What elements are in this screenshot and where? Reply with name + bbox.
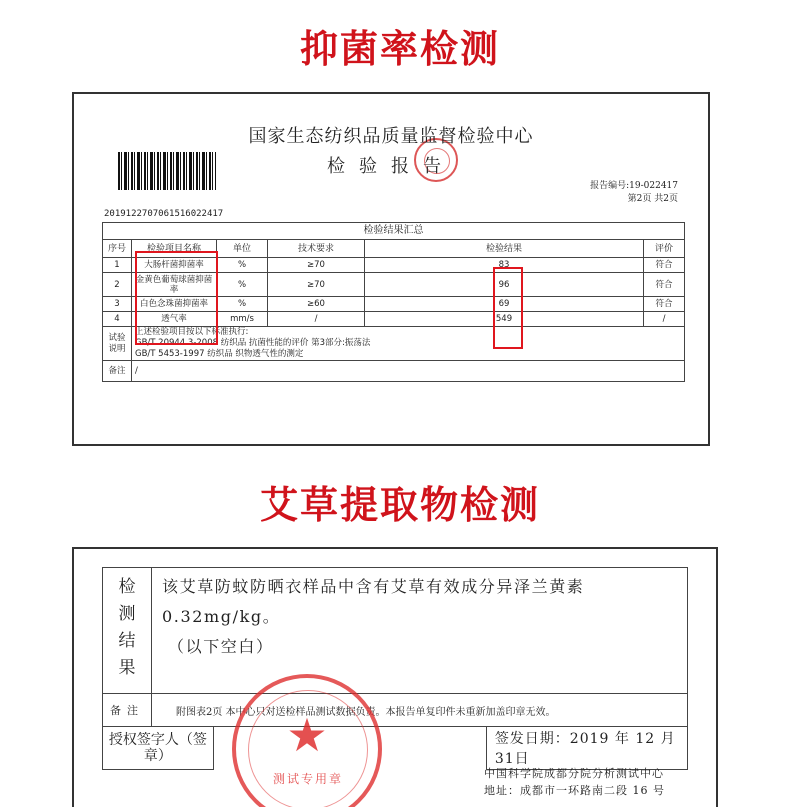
note-row: [103, 694, 688, 727]
cell-item: 大肠杆菌抑菌率: [132, 258, 217, 273]
cell-no: 1: [103, 258, 132, 273]
lab-name: 中国科学院成都分院分析测试中心: [484, 767, 664, 780]
signature-row: [103, 727, 688, 770]
exec-label: 试验说明: [103, 327, 132, 361]
signer-label: 授权签字人（签章）: [103, 727, 214, 770]
cell-evaluation: /: [644, 312, 685, 327]
result-label-char: 测: [118, 604, 136, 624]
section-title-antibacterial: 抑菌率检测: [299, 27, 500, 71]
result-line: 0.32mg/kg。: [162, 607, 281, 626]
cell-result: 83: [365, 258, 644, 273]
barcode-image: [118, 152, 216, 190]
highlight-box-items: [135, 251, 218, 345]
antibacterial-report: [72, 92, 710, 446]
report-org-title: 国家生态纺织品质量监督检验中心: [248, 126, 534, 147]
cell-evaluation: 符合: [644, 273, 685, 297]
col-header: 序号: [103, 240, 132, 258]
cell-requirement: ≥60: [268, 297, 365, 312]
cell-item: 金黄色葡萄球菌抑菌率: [132, 273, 217, 297]
report-number-block: [590, 180, 678, 206]
cell-unit: mm/s: [217, 312, 268, 327]
col-header: 技术要求: [268, 240, 365, 258]
page-indicator: 第2页 共2页: [627, 194, 678, 204]
seal-band-text: 测试专用章: [272, 772, 343, 786]
highlight-box-results: [493, 267, 523, 349]
result-line: （以下空白）: [168, 637, 274, 656]
result-label-char: 果: [118, 658, 136, 678]
section-title-mugwort: 艾草提取物检测: [259, 483, 540, 527]
cell-evaluation: 符合: [644, 297, 685, 312]
result-label-char: 结: [118, 631, 136, 651]
result-line: 该艾草防蚊防晒衣样品中含有艾草有效成分异泽兰黄素: [162, 577, 585, 596]
cell-requirement: ≥70: [268, 273, 365, 297]
report-number: 报告编号:19-022417: [590, 181, 678, 191]
exec-line: 上述检验项目按以下标准执行:: [135, 327, 249, 337]
lab-address: 地址：成都市一环路南二段 16 号: [484, 784, 665, 797]
report-heading: 检验报告: [327, 156, 455, 177]
cell-item: 透气率: [132, 312, 217, 327]
note-text: 附图表2页 本中心只对送检样品测试数据负责。本报告单复印件未重新加盖印章无效。: [152, 694, 688, 727]
cell-no: 3: [103, 297, 132, 312]
col-header: 评价: [644, 240, 685, 258]
mugwort-result-table: [102, 567, 688, 770]
col-header: 检验结果: [365, 240, 644, 258]
result-text: [152, 568, 688, 694]
cell-unit: %: [217, 297, 268, 312]
cell-requirement: /: [268, 312, 365, 327]
cell-result: 549: [365, 312, 644, 327]
result-label: [103, 568, 152, 694]
exec-line: GB/T 5453-1997 纺织品 织物透气性的测定: [135, 349, 304, 359]
col-header: 检验项目名称: [132, 240, 217, 258]
cell-item: 白色念珠菌抑菌率: [132, 297, 217, 312]
note-label: 备注: [103, 361, 132, 382]
cell-result: 69: [365, 297, 644, 312]
lab-info: [484, 765, 665, 799]
result-row: [103, 568, 688, 694]
cell-unit: %: [217, 273, 268, 297]
star-icon: ★: [286, 708, 328, 762]
exec-line: GB/T 20944.3-2008 纺织品 抗菌性能的评价 第3部分:振荡法: [135, 338, 371, 348]
note-label: 备注: [103, 694, 152, 727]
note-value: /: [132, 361, 685, 382]
mugwort-report: [72, 547, 718, 807]
cell-result: 96: [365, 273, 644, 297]
note-row: [103, 361, 685, 382]
col-header: 单位: [217, 240, 268, 258]
cell-no: 4: [103, 312, 132, 327]
cell-evaluation: 符合: [644, 258, 685, 273]
issue-date: 签发日期：2019 年 12 月 31日: [486, 727, 687, 770]
result-label-char: 检: [118, 577, 136, 597]
cell-no: 2: [103, 273, 132, 297]
barcode-number: 20191227070615160224​17: [104, 209, 224, 219]
table-caption: 检验结果汇总: [103, 223, 685, 240]
cell-requirement: ≥70: [268, 258, 365, 273]
cell-unit: %: [217, 258, 268, 273]
